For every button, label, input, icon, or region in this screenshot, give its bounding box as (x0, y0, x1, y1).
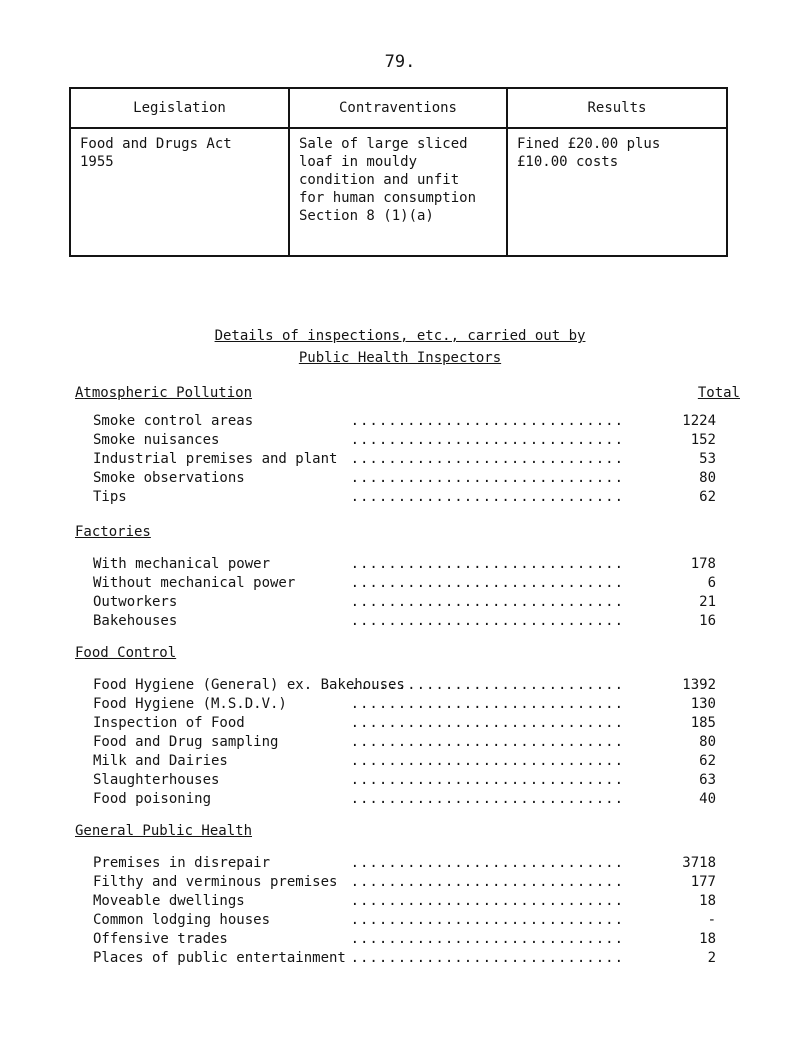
list-item (93, 771, 716, 790)
item-value: 1224 (682, 413, 716, 429)
list-item (93, 695, 716, 714)
section-title-food-control: Food Control (75, 645, 177, 661)
item-value: 62 (699, 489, 716, 505)
item-label: Moveable dwellings (93, 893, 245, 909)
item-value: 18 (699, 893, 716, 909)
item-value: 177 (690, 874, 716, 890)
list-item (93, 412, 716, 431)
item-value: 6 (707, 575, 716, 591)
dot-leader: ............................. (350, 791, 624, 807)
column-header-results: Results (507, 88, 727, 128)
list-item (93, 949, 716, 968)
list-item (93, 911, 716, 930)
list-item (93, 488, 716, 507)
atmospheric-pollution-list (93, 412, 716, 507)
item-label: With mechanical power (93, 556, 271, 572)
dot-leader: ............................. (350, 696, 624, 712)
dot-leader: ............................. (350, 893, 624, 909)
page-number: 79. (384, 52, 416, 72)
dot-leader: ............................. (350, 753, 624, 769)
item-label: Offensive trades (93, 931, 228, 947)
item-label: Tips (93, 489, 127, 505)
item-label: Premises in disrepair (93, 855, 271, 871)
list-item (93, 854, 716, 873)
item-label: Inspection of Food (93, 715, 245, 731)
section-title-factories: Factories (75, 524, 151, 540)
item-label: Outworkers (93, 594, 178, 610)
item-value: 40 (699, 791, 716, 807)
item-value: - (707, 912, 716, 928)
item-label: Smoke control areas (93, 413, 254, 429)
dot-leader: ............................. (350, 772, 624, 788)
item-value: 53 (699, 451, 716, 467)
total-column-header: Total (697, 385, 740, 401)
item-label: Bakehouses (93, 613, 178, 629)
dot-leader: ............................. (350, 575, 624, 591)
list-item (93, 873, 716, 892)
table-row (70, 128, 727, 256)
item-value: 63 (699, 772, 716, 788)
item-value: 62 (699, 753, 716, 769)
item-label: Industrial premises and plant (93, 451, 338, 467)
dot-leader: ............................. (350, 470, 624, 486)
dot-leader: ............................. (350, 677, 624, 693)
dot-leader: ............................. (350, 556, 624, 572)
item-value: 18 (699, 931, 716, 947)
list-item (93, 733, 716, 752)
item-label: Milk and Dairies (93, 753, 228, 769)
item-value: 80 (699, 734, 716, 750)
dot-leader: ............................. (350, 715, 624, 731)
section-title-atmospheric-pollution: Atmospheric Pollution (75, 385, 253, 401)
item-label: Food poisoning (93, 791, 212, 807)
item-value: 80 (699, 470, 716, 486)
heading-line-1: Details of inspections, etc., carried out by (214, 328, 586, 344)
item-value: 3718 (682, 855, 716, 871)
dot-leader: ............................. (350, 451, 624, 467)
food-control-list (93, 676, 716, 809)
item-value: 178 (690, 556, 716, 572)
dot-leader: ............................. (350, 950, 624, 966)
heading-line-2: Public Health Inspectors (298, 350, 502, 366)
list-item (93, 714, 716, 733)
dot-leader: ............................. (350, 489, 624, 505)
list-item (93, 431, 716, 450)
item-value: 21 (699, 594, 716, 610)
item-value: 130 (690, 696, 716, 712)
item-label: Smoke nuisances (93, 432, 220, 448)
dot-leader: ............................. (350, 413, 624, 429)
dot-leader: ............................. (350, 594, 624, 610)
dot-leader: ............................. (350, 912, 624, 928)
item-label: Slaughterhouses (93, 772, 220, 788)
column-header-legislation: Legislation (70, 88, 289, 128)
list-item (93, 555, 716, 574)
cell-results: Fined £20.00 plus £10.00 costs (507, 128, 727, 256)
item-label: Without mechanical power (93, 575, 296, 591)
list-item (93, 752, 716, 771)
list-item (93, 930, 716, 949)
item-label: Smoke observations (93, 470, 245, 486)
dot-leader: ............................. (350, 855, 624, 871)
item-label: Food and Drug sampling (93, 734, 279, 750)
item-label: Food Hygiene (M.S.D.V.) (93, 696, 287, 712)
list-item (93, 574, 716, 593)
factories-list (93, 555, 716, 631)
table-header-row (70, 88, 727, 128)
list-item (93, 593, 716, 612)
list-item (93, 450, 716, 469)
legislation-table (69, 87, 728, 257)
item-value: 152 (690, 432, 716, 448)
dot-leader: ............................. (350, 734, 624, 750)
list-item (93, 612, 716, 631)
item-label: Common lodging houses (93, 912, 271, 928)
list-item (93, 892, 716, 911)
item-label: Places of public entertainment (93, 950, 346, 966)
dot-leader: ............................. (350, 613, 624, 629)
item-value: 185 (690, 715, 716, 731)
general-public-health-list (93, 854, 716, 968)
item-value: 1392 (682, 677, 716, 693)
column-header-contraventions: Contraventions (289, 88, 507, 128)
list-item (93, 676, 716, 695)
item-value: 2 (707, 950, 716, 966)
item-label: Food Hygiene (General) ex. Bakehouses (93, 677, 405, 693)
cell-legislation: Food and Drugs Act 1955 (70, 128, 289, 256)
list-item (93, 469, 716, 488)
item-label: Filthy and verminous premises (93, 874, 338, 890)
dot-leader: ............................. (350, 432, 624, 448)
cell-contraventions: Sale of large sliced loaf in mouldy condition and unfit for human consumption Section 8 (1)(a) (289, 128, 507, 256)
section-title-general-public-health: General Public Health (75, 823, 253, 839)
list-item (93, 790, 716, 809)
item-value: 16 (699, 613, 716, 629)
dot-leader: ............................. (350, 931, 624, 947)
dot-leader: ............................. (350, 874, 624, 890)
